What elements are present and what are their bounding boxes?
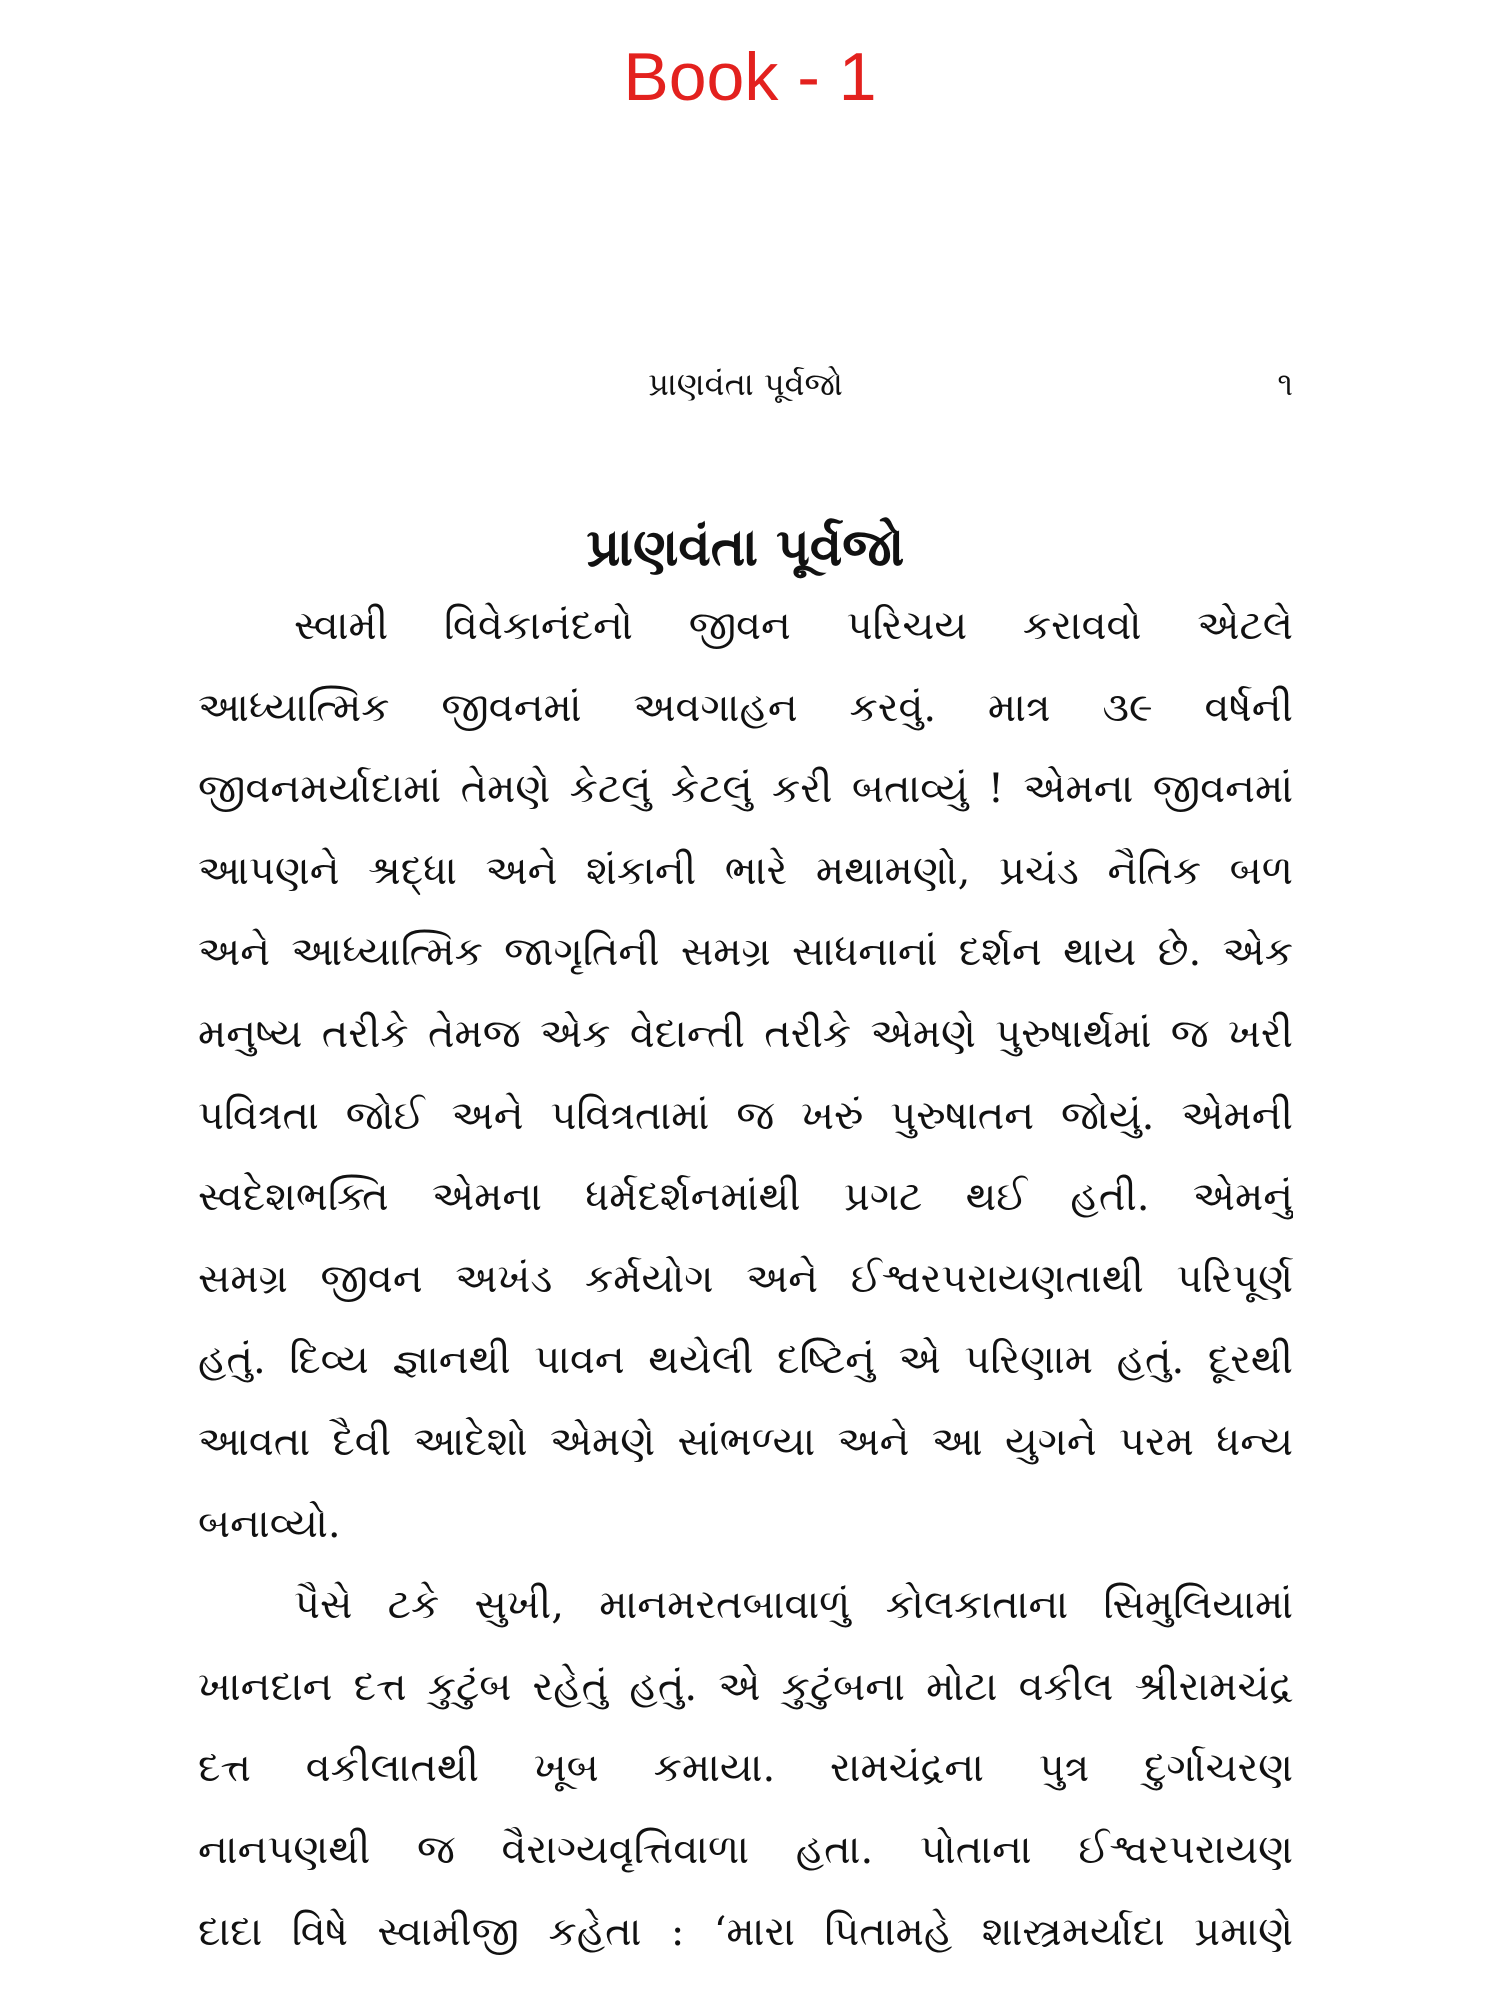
text-line: મનુષ્ય તરીકે તેમજ એક વેદાન્તી તરીકે એમણે પુરુષાર્થમાં જ ખરી bbox=[198, 1010, 1293, 1057]
text-line: હતું. દિવ્ય જ્ઞાનથી પાવન થયેલી દષ્ટિનું એ પરિણામ હતું. દૂરથી bbox=[198, 1337, 1293, 1384]
running-header bbox=[198, 362, 1293, 406]
text-line: પવિત્રતા જોઈ અને પવિત્રતામાં જ ખરું પુરુષાતન જોયું. એમની bbox=[198, 1092, 1293, 1139]
text-line: આવતા દૈવી આદેશો એમણે સાંભળ્યા અને આ યુગને પરમ ધન્ય bbox=[198, 1418, 1293, 1465]
text-line: અને આધ્યાત્મિક જાગૃતિની સમગ્ર સાધનાનાં દર્શન થાય છે. એક bbox=[198, 929, 1293, 976]
text-line: સ્વદેશભક્તિ એમના ધર્મદર્શનમાંથી પ્રગટ થઈ હતી. એમનું bbox=[198, 1174, 1293, 1221]
text-line: પૈસે ટકે સુખી, માનમરતબાવાળું કોલકાતાના સિમુલિયામાં bbox=[294, 1582, 1293, 1629]
text-line: આધ્યાત્મિક જીવનમાં અવગાહન કરવું. માત્ર ૩૯ વર્ષની bbox=[198, 684, 1293, 731]
body-text bbox=[198, 586, 1293, 1973]
chapter-title: પ્રાણવંતા પૂર્વજો bbox=[586, 517, 905, 578]
text-line: બનાવ્યો. bbox=[198, 1500, 341, 1547]
text-line: દત્ત વકીલાતથી ખૂબ કમાયા. રામચંદ્રના પુત્ર દુર્ગાચરણ bbox=[198, 1745, 1293, 1792]
page-number: ૧ bbox=[1277, 365, 1293, 403]
book-label: Book - 1 bbox=[623, 39, 877, 115]
text-line: સ્વામી વિવેકાનંદનો જીવન પરિચય કરાવવો એટલે bbox=[294, 603, 1293, 649]
paragraph-2 bbox=[198, 1565, 1293, 1973]
text-line: નાનપણથી જ વૈરાગ્યવૃત્તિવાળા હતા. પોતાના ઈશ્વરપરાયણ bbox=[198, 1826, 1293, 1873]
paragraph-1 bbox=[198, 586, 1293, 1565]
text-line: ખાનદાન દત્ત કુટુંબ રહેતું હતું. એ કુટુંબના મોટા વકીલ શ્રીરામચંદ્ર bbox=[198, 1663, 1293, 1710]
text-line: સમગ્ર જીવન અખંડ કર્મયોગ અને ઈશ્વરપરાયણતાથી પરિપૂર્ણ bbox=[198, 1255, 1293, 1302]
text-line: આપણને શ્રદ્ધા અને શંકાની ભારે મથામણો, પ્રચંડ નૈતિક બળ bbox=[198, 847, 1293, 894]
running-header-title: પ્રાણવંતા પૂર્વજો bbox=[648, 365, 843, 403]
text-line: જીવનમર્યાદામાં તેમણે કેટલું કેટલું કરી બતાવ્યું ! એમના જીવનમાં bbox=[198, 766, 1293, 813]
text-line: દાદા વિષે સ્વામીજી કહેતા : ‘મારા પિતામહે શાસ્ત્રમર્યાદા પ્રમાણે bbox=[198, 1908, 1293, 1955]
